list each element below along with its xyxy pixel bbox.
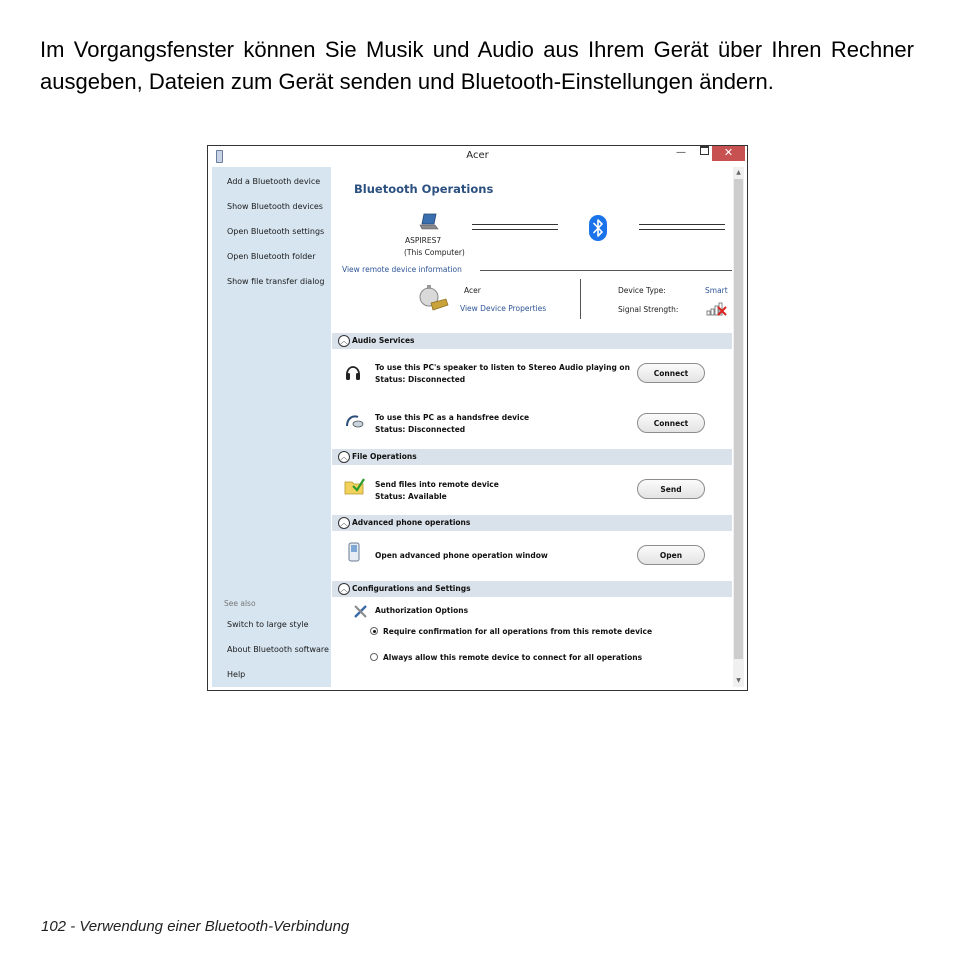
section-header-phone[interactable] bbox=[332, 515, 732, 531]
handsfree-status: Status: Disconnected bbox=[375, 425, 466, 434]
sidebar-item-add-device[interactable]: Add a Bluetooth device bbox=[227, 177, 321, 186]
bluetooth-window bbox=[207, 145, 748, 691]
always-allow-radio[interactable] bbox=[370, 653, 378, 661]
sidebar-item-open-folder[interactable]: Open Bluetooth folder bbox=[227, 252, 316, 261]
chevron-up-icon: ︿ bbox=[338, 335, 350, 347]
section-header-audio[interactable] bbox=[332, 333, 732, 349]
window-title: Acer bbox=[466, 150, 489, 161]
chevron-up-icon: ︿ bbox=[338, 451, 350, 463]
phone-operation-description: Open advanced phone operation window bbox=[375, 551, 548, 560]
authorization-options-label: Authorization Options bbox=[375, 606, 469, 615]
device-type-label: Device Type: bbox=[618, 286, 666, 295]
chevron-up-icon: ︿ bbox=[338, 583, 350, 595]
view-properties-link[interactable]: View Device Properties bbox=[460, 304, 547, 313]
section-title-phone: Advanced phone operations bbox=[352, 518, 471, 527]
signal-strength-label: Signal Strength: bbox=[618, 305, 679, 314]
see-also-label: See also bbox=[224, 599, 256, 608]
main-panel bbox=[332, 167, 732, 687]
signal-strength-icon bbox=[706, 300, 728, 316]
connection-line bbox=[639, 224, 725, 225]
intro-paragraph: Im Vorgangsfenster können Sie Musik und Audio aus Ihrem Gerät über Ihren Rechner ausgeben, Dateien zum Gerät senden und Bluetooth-Einstellungen ändern. bbox=[40, 37, 914, 94]
sidebar bbox=[212, 167, 331, 687]
divider bbox=[480, 270, 732, 271]
section-title-audio: Audio Services bbox=[352, 336, 415, 345]
headphones-icon bbox=[345, 362, 361, 382]
sidebar-item-show-devices[interactable]: Show Bluetooth devices bbox=[227, 202, 323, 211]
require-confirmation-label[interactable]: Require confirmation for all operations from this remote device bbox=[383, 627, 653, 636]
computer-name: ASPIRES7 bbox=[405, 236, 442, 245]
view-remote-link[interactable]: View remote device information bbox=[342, 265, 462, 274]
connect-stereo-button[interactable]: Connect bbox=[637, 363, 705, 383]
connection-line bbox=[472, 229, 558, 230]
headset-icon bbox=[344, 413, 364, 429]
always-allow-label[interactable]: Always allow this remote device to connect for all operations bbox=[383, 653, 643, 662]
require-confirmation-radio[interactable] bbox=[370, 627, 378, 635]
phone-icon bbox=[348, 542, 360, 562]
vertical-divider bbox=[580, 279, 581, 319]
remote-device-icon bbox=[416, 283, 450, 313]
sidebar-item-file-transfer[interactable]: Show file transfer dialog bbox=[227, 277, 325, 286]
scrollbar-thumb[interactable] bbox=[734, 179, 743, 659]
section-header-config[interactable] bbox=[332, 581, 732, 597]
scroll-up-icon[interactable]: ▲ bbox=[736, 169, 741, 176]
stereo-audio-description: To use this PC's speaker to listen to Stereo Audio playing on bbox=[375, 363, 630, 372]
maximize-button[interactable] bbox=[697, 146, 711, 161]
bluetooth-icon bbox=[588, 214, 608, 242]
title-bar bbox=[208, 146, 747, 166]
section-title-file: File Operations bbox=[352, 452, 417, 461]
stereo-audio-status: Status: Disconnected bbox=[375, 375, 466, 384]
open-button[interactable]: Open bbox=[637, 545, 705, 565]
folder-send-icon bbox=[344, 476, 366, 496]
chevron-up-icon: ︿ bbox=[338, 517, 350, 529]
device-type-value: Smart bbox=[705, 286, 728, 295]
computer-subtitle: (This Computer) bbox=[404, 248, 465, 257]
maximize-icon bbox=[700, 146, 709, 155]
section-header-file[interactable] bbox=[332, 449, 732, 465]
scroll-down-icon[interactable]: ▼ bbox=[736, 677, 741, 684]
vertical-scrollbar[interactable] bbox=[733, 167, 744, 687]
send-button[interactable]: Send bbox=[637, 479, 705, 499]
minimize-button[interactable]: — bbox=[676, 147, 686, 158]
tools-icon bbox=[352, 603, 370, 619]
page-footer: 102 - Verwendung einer Bluetooth-Verbindung bbox=[41, 918, 350, 935]
handsfree-description: To use this PC as a handsfree device bbox=[375, 413, 530, 422]
sidebar-item-open-settings[interactable]: Open Bluetooth settings bbox=[227, 227, 325, 236]
page-title: Bluetooth Operations bbox=[354, 182, 494, 196]
device-name: Acer bbox=[464, 286, 481, 295]
send-files-description: Send files into remote device bbox=[375, 480, 499, 489]
sidebar-link-about[interactable]: About Bluetooth software bbox=[227, 645, 329, 654]
sidebar-link-help[interactable]: Help bbox=[227, 670, 246, 679]
connection-line bbox=[472, 224, 558, 225]
sidebar-link-large-style[interactable]: Switch to large style bbox=[227, 620, 309, 629]
laptop-icon bbox=[418, 212, 440, 232]
section-title-config: Configurations and Settings bbox=[352, 584, 471, 593]
connection-line bbox=[639, 229, 725, 230]
close-button[interactable]: ✕ bbox=[712, 146, 745, 161]
connect-handsfree-button[interactable]: Connect bbox=[637, 413, 705, 433]
send-files-status: Status: Available bbox=[375, 492, 447, 501]
